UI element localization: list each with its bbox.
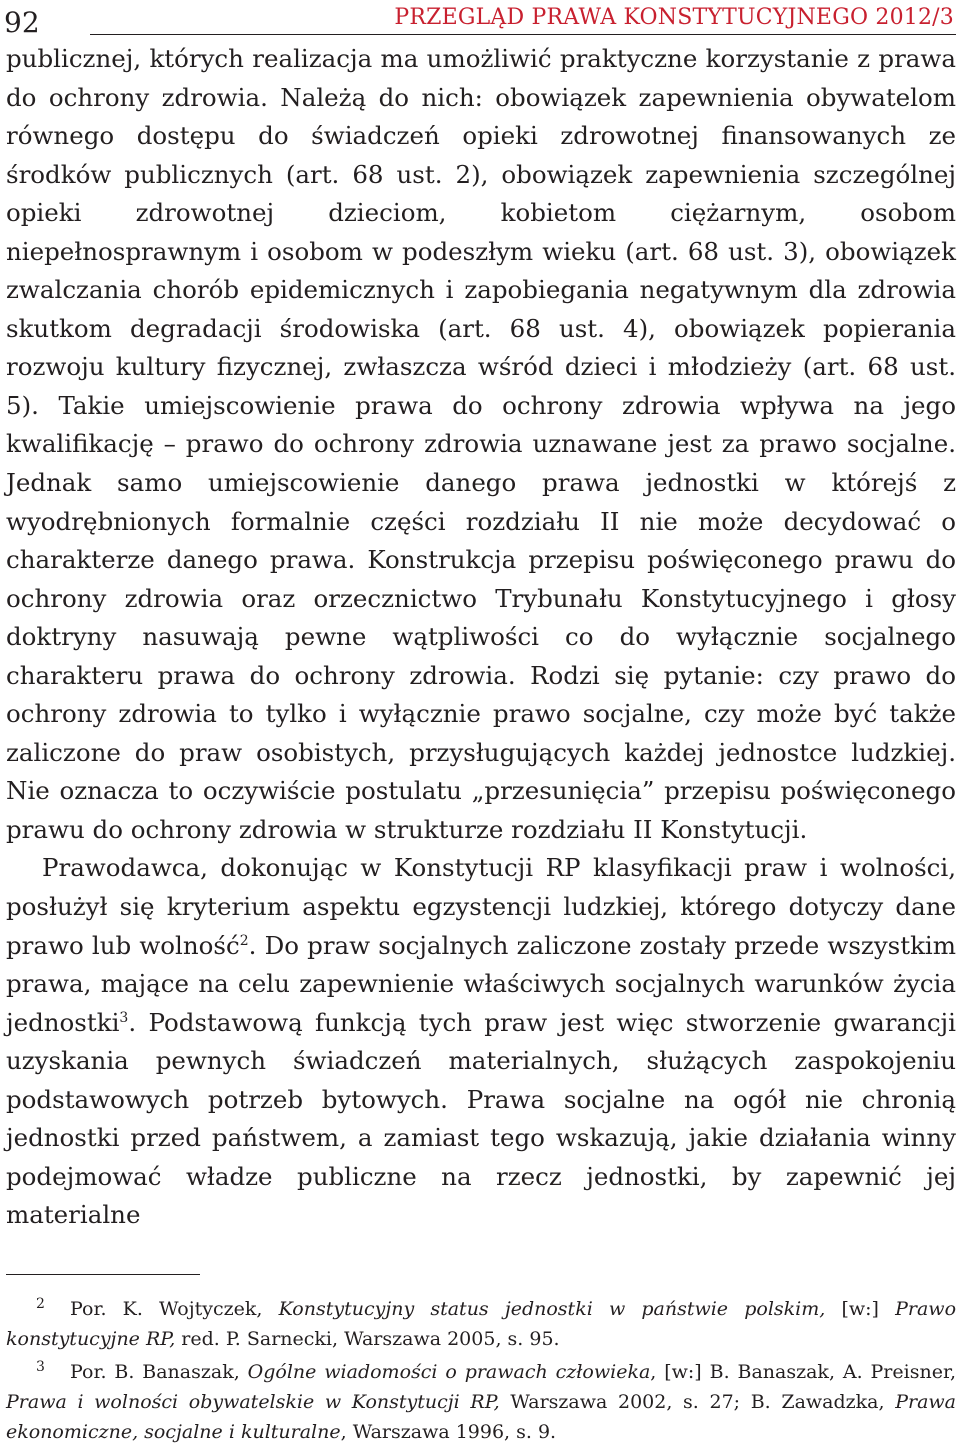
- footnote-ref-2[interactable]: 2: [239, 932, 249, 949]
- body-text: [6, 40, 956, 1235]
- footnote-text: , [w:] B. Banaszak, A. Preisner,: [650, 1360, 956, 1383]
- footnote-text: Por. K. Wojtyczek,: [70, 1298, 279, 1320]
- footnote: 3 Por. B. Banaszak, Ogólne wiadomości o prawach człowieka, [w:] B. Banaszak, A. Preisner, Prawa i wolności obywatelskie w Konstytucji RP, Warszawa 2002, s. 27; B. Zawadzka, Prawa ekonomiczne, socjalne i kulturalne, Warszawa 1996, s. 9.: [6, 1358, 956, 1444]
- paragraph-1: publicznej, których realizacja ma umożliwić praktyczne korzystanie z prawa do ochrony zdrowia. Należą do nich: obowiązek zapewnienia obywatelom równego dostępu do świadczeń opieki zdrowotnej finansowanych ze środków publicznych (art. 68 ust. 2), obowiązek zapewnienia szczególnej opieki zdrowotnej dzieciom, kobietom ciężarnym, osobom niepełnosprawnym i osobom w podeszłym wieku (art. 68 ust. 3), obowiązek zwalczania chorób epidemicznych i zapobiegania negatywnym dla zdrowia skutkom degradacji środowiska (art. 68 ust. 4), obowiązek popierania rozwoju kultury fizycznej, zwłaszcza wśród dzieci i młodzieży (art. 68 ust. 5). Takie umiejscowienie prawa do ochrony zdrowia wpływa na jego kwalifikację – prawo do ochrony zdrowia uznawane jest za prawo socjalne. Jednak samo umiejscowienie danego prawa jednostki w którejś z wyodrębnionych formalnie części rozdziału II nie może decydować o charakterze danego prawa. Konstrukcja przepisu poświęconego prawu do ochrony zdrowia oraz orzecznictwo Trybunału Konstytucyjnego i głosy doktryny nasuwają pewne wątpliwości co do wyłącznie socjalnego charakteru prawa do ochrony zdrowia. Rodzi się pytanie: czy prawo do ochrony zdrowia to tylko i wyłącznie prawo socjalne, czy może być także zaliczone do praw osobistych, przysługujących każdej jednostce ludzkiej. Nie oznacza to oczywiście postulatu „przesunięcia” przepisu poświęconego prawu do ochrony zdrowia w strukturze rozdziału II Konstytucji.: [6, 44, 956, 844]
- footnote: 2 Por. K. Wojtyczek, Konstytucyjny status jednostki w państwie polskim, [w:] Prawo konstytucyjne RP, red. P. Sarnecki, Warszawa 2005, s. 95.: [6, 1296, 957, 1351]
- footnote-title: Prawa ekonomiczne, socjalne i kulturalne: [6, 1390, 956, 1444]
- paragraph-2: [6, 849, 956, 1234]
- footnote-title: Prawa i wolności obywatelskie w Konstytucji RP,: [6, 1390, 500, 1413]
- footnote-text: red. P. Sarnecki, Warszawa 2005, s. 95.: [175, 1328, 560, 1351]
- paragraph-2-part-c: . Podstawową funkcją tych praw jest więc stworzenie gwarancji uzyskania pewnych świadczeń materialnych, służących zaspokojeniu podstawowych potrzeb bytowych. Prawa socjalne na ogół nie chronią jednostki przed państwem, a zamiast tego wskazują, jakie działania winny podejmować władze publiczne na rzecz jednostki, by zapewnić jej materialne: [6, 1007, 956, 1230]
- running-head: PRZEGLĄD PRAWA KONSTYTUCYJNEGO 2012/3: [394, 5, 954, 30]
- paragraph-2-part-a: Prawodawca, dokonując w Konstytucji RP klasyfikacji praw i wolności, posłużył się kryterium aspektu egzystencji ludzkiej, którego dotyczy dane prawo lub wolność: [6, 853, 956, 960]
- footnote-text: [w:]: [825, 1298, 896, 1320]
- footnote-text: Por. B. Banaszak,: [70, 1360, 248, 1383]
- footnote-title: Prawo konstytucyjne RP,: [6, 1298, 957, 1351]
- footnote-text: Warszawa 2002, s. 27; B. Zawadzka,: [499, 1390, 896, 1413]
- footnote-rule: [6, 1274, 200, 1275]
- footnote-text: , Warszawa 1996, s. 9.: [340, 1421, 557, 1444]
- footnote-title: Ogólne wiadomości o prawach człowieka: [247, 1360, 651, 1383]
- paragraph-2-part-b: . Do praw socjalnych zaliczone zostały przede wszystkim prawa, mające na celu zapewnienie właściwych socjalnych warunków życia jednostki: [6, 930, 956, 1037]
- footnotes: [6, 1294, 956, 1449]
- footnote-ref-3[interactable]: 3: [119, 1009, 129, 1026]
- page-number: 92: [4, 6, 40, 39]
- footnote-title: Konstytucyjny status jednostki w państwie polskim,: [278, 1298, 826, 1320]
- header-rule: [90, 34, 956, 35]
